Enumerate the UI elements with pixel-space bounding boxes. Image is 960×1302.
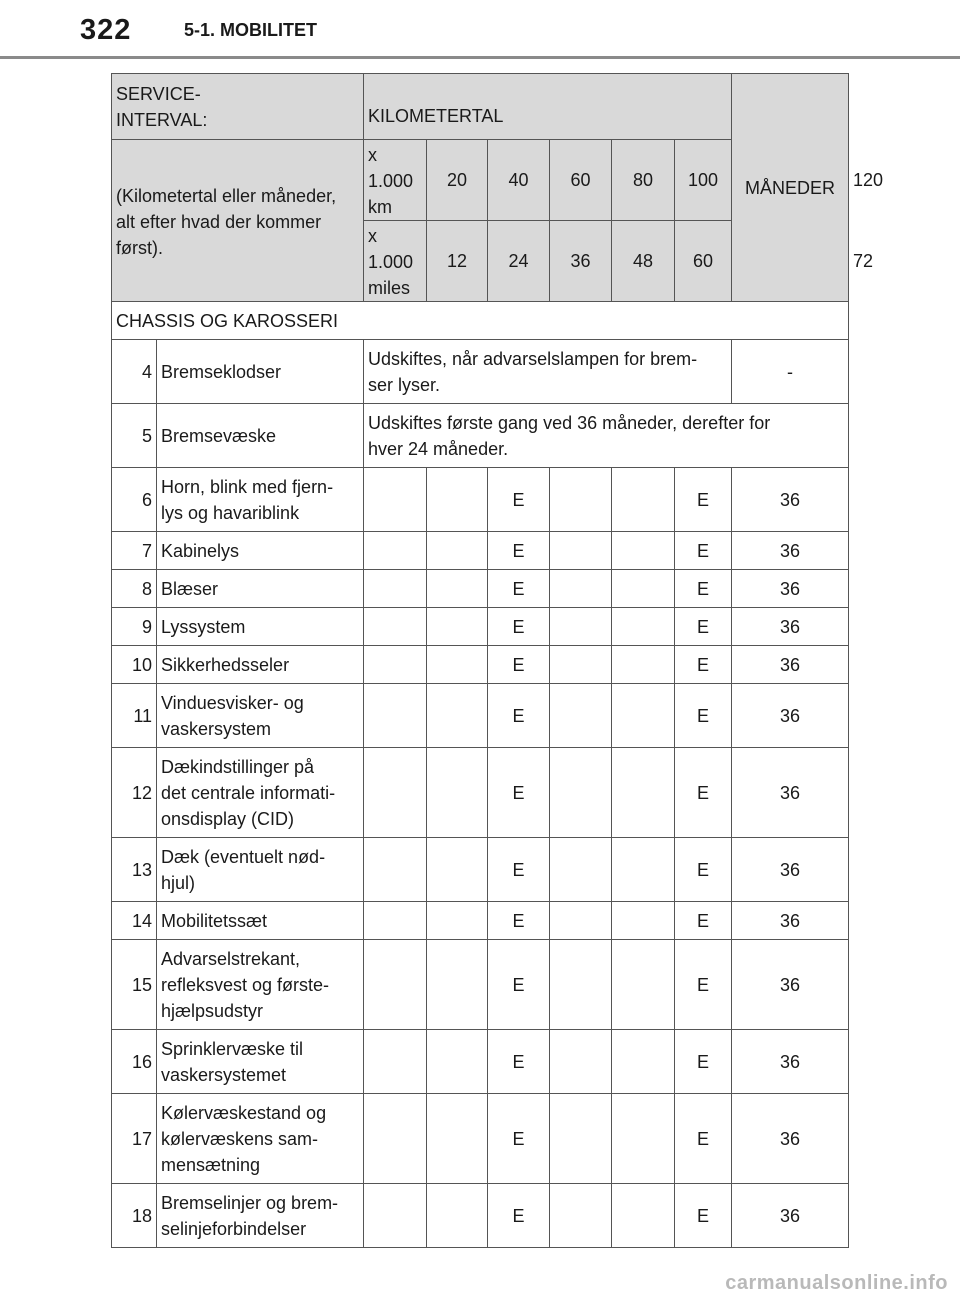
row-cell <box>427 838 488 902</box>
page-number: 322 <box>80 14 132 46</box>
row-item: Vinduesvisker- og vaskersystem <box>157 684 364 748</box>
row-months: 36 <box>732 1094 849 1184</box>
row-item: Advarselstrekant, refleksvest og første- hjælpsudstyr <box>157 940 364 1030</box>
row-months: 36 <box>732 1030 849 1094</box>
page-header <box>0 0 960 58</box>
row-cell <box>550 468 612 532</box>
row-months: - <box>732 340 849 404</box>
row-item: Bremselinjer og brem- selinjeforbindelser <box>157 1184 364 1248</box>
row-item: Lyssystem <box>157 608 364 646</box>
row-cell <box>550 748 612 838</box>
row-cell <box>427 646 488 684</box>
row-cell <box>427 940 488 1030</box>
row-cell <box>427 570 488 608</box>
km-value: 100 <box>675 140 732 221</box>
row-cell <box>364 1184 427 1248</box>
row-cell <box>612 684 675 748</box>
row-cell <box>364 838 427 902</box>
row-number: 10 <box>112 646 157 684</box>
row-cell <box>364 684 427 748</box>
miles-value: 24 <box>488 221 550 302</box>
row-cell <box>427 532 488 570</box>
row-cell: E <box>488 838 550 902</box>
row-item: Horn, blink med fjern- lys og havariblink <box>157 468 364 532</box>
row-number: 11 <box>112 684 157 748</box>
row-months: 36 <box>732 684 849 748</box>
row-cell <box>612 838 675 902</box>
row-cell <box>550 838 612 902</box>
row-number: 13 <box>112 838 157 902</box>
row-cell <box>612 1094 675 1184</box>
row-months: 36 <box>732 532 849 570</box>
table-row <box>112 838 849 902</box>
row-cell <box>364 468 427 532</box>
row-cell: E <box>488 532 550 570</box>
row-item: Blæser <box>157 570 364 608</box>
row-cell <box>612 532 675 570</box>
row-cell <box>364 940 427 1030</box>
row-months: 36 <box>732 838 849 902</box>
row-cell <box>364 748 427 838</box>
row-cell: E <box>488 1030 550 1094</box>
row-cell: E <box>675 570 732 608</box>
section-title: 5-1. MOBILITET <box>184 20 318 40</box>
table-row <box>112 748 849 838</box>
km-value: 20 <box>427 140 488 221</box>
row-cell <box>550 940 612 1030</box>
row-cell <box>612 748 675 838</box>
row-cell <box>427 1184 488 1248</box>
table-row <box>112 532 849 570</box>
header-rule <box>0 56 960 59</box>
row-cell <box>550 1094 612 1184</box>
table-row <box>112 608 849 646</box>
row-cell: E <box>675 532 732 570</box>
row-cell: E <box>488 1184 550 1248</box>
row-cell: E <box>675 468 732 532</box>
km-value: 80 <box>612 140 675 221</box>
table-row <box>112 940 849 1030</box>
row-cell <box>427 748 488 838</box>
kilometertal-label: KILOMETERTAL <box>364 74 732 140</box>
watermark: carmanualsonline.info <box>725 1272 948 1294</box>
row-cell: E <box>675 646 732 684</box>
interval-note: (Kilometertal eller måneder, alt efter hvad der kommer først). <box>112 140 364 302</box>
table-row <box>112 340 849 404</box>
table-row <box>112 570 849 608</box>
row-number: 9 <box>112 608 157 646</box>
row-cell: E <box>488 684 550 748</box>
row-cell: E <box>675 1184 732 1248</box>
row-cell <box>364 532 427 570</box>
row-months: 36 <box>732 748 849 838</box>
table-row <box>112 404 849 468</box>
row-number: 18 <box>112 1184 157 1248</box>
row-cell <box>550 570 612 608</box>
row-item: Kølervæskestand og kølervæskens sam- mensætning <box>157 1094 364 1184</box>
row-cell: E <box>488 748 550 838</box>
row-months: 36 <box>732 468 849 532</box>
row-cell <box>427 1030 488 1094</box>
table-row <box>112 1184 849 1248</box>
row-cell <box>550 532 612 570</box>
service-interval-table <box>111 73 884 1248</box>
section-row <box>112 302 849 340</box>
row-cell <box>612 1184 675 1248</box>
row-cell: E <box>488 646 550 684</box>
row-months: 36 <box>732 902 849 940</box>
row-cell: E <box>675 838 732 902</box>
miles-value: 48 <box>612 221 675 302</box>
table-row <box>112 1094 849 1184</box>
row-cell: E <box>675 902 732 940</box>
row-number: 6 <box>112 468 157 532</box>
miles-value: 60 <box>675 221 732 302</box>
table-body <box>112 74 884 1248</box>
maaneder-label: MÅNEDER <box>732 74 849 302</box>
row-item: Sprinklervæske til vaskersystemet <box>157 1030 364 1094</box>
row-item: Bremseklodser <box>157 340 364 404</box>
miles-row: x 1.000 miles 12 24 36 48 60 72 <box>112 221 849 302</box>
row-cell <box>364 646 427 684</box>
row-cell <box>550 1184 612 1248</box>
row-cell: E <box>675 684 732 748</box>
km-row: (Kilometertal eller måneder, alt efter hvad der kommer først). x 1.000 km 20 40 60 80 100 120 <box>112 140 849 221</box>
miles-value: 36 <box>550 221 612 302</box>
row-item: Sikkerhedsseler <box>157 646 364 684</box>
row-cell: E <box>675 748 732 838</box>
row-cell <box>612 608 675 646</box>
row-number: 17 <box>112 1094 157 1184</box>
row-cell: E <box>488 608 550 646</box>
row-cell: E <box>675 940 732 1030</box>
row-item: Bremsevæske <box>157 404 364 468</box>
row-item: Dækindstillinger på det centrale informati- onsdisplay (CID) <box>157 748 364 838</box>
table-row <box>112 468 849 532</box>
row-number: 14 <box>112 902 157 940</box>
km-value: 40 <box>488 140 550 221</box>
row-months: 36 <box>732 570 849 608</box>
table-row <box>112 1030 849 1094</box>
row-cell <box>612 940 675 1030</box>
row-cell <box>364 570 427 608</box>
header-row <box>112 74 849 140</box>
row-cell <box>550 684 612 748</box>
row-cell: E <box>488 468 550 532</box>
row-cell <box>364 608 427 646</box>
row-cell <box>550 608 612 646</box>
table-row <box>112 684 849 748</box>
row-number: 15 <box>112 940 157 1030</box>
row-number: 4 <box>112 340 157 404</box>
row-cell: E <box>488 1094 550 1184</box>
row-cell <box>364 1094 427 1184</box>
miles-label: x 1.000 miles <box>364 221 427 302</box>
row-item: Kabinelys <box>157 532 364 570</box>
row-description: Udskiftes første gang ved 36 måneder, derefter for hver 24 måneder. <box>364 404 849 468</box>
row-number: 8 <box>112 570 157 608</box>
row-number: 5 <box>112 404 157 468</box>
row-item: Dæk (eventuelt nød- hjul) <box>157 838 364 902</box>
row-cell <box>612 646 675 684</box>
row-cell <box>427 608 488 646</box>
row-cell <box>612 902 675 940</box>
row-number: 16 <box>112 1030 157 1094</box>
miles-value: 12 <box>427 221 488 302</box>
row-cell <box>550 1030 612 1094</box>
row-months: 36 <box>732 940 849 1030</box>
km-value: 60 <box>550 140 612 221</box>
row-cell: E <box>488 940 550 1030</box>
row-number: 12 <box>112 748 157 838</box>
row-cell <box>364 1030 427 1094</box>
table-row <box>112 646 849 684</box>
row-description: Udskiftes, når advarselslampen for brem- ser lyser. <box>364 340 732 404</box>
row-cell <box>550 646 612 684</box>
row-cell <box>427 468 488 532</box>
row-cell: E <box>488 902 550 940</box>
km-label: x 1.000 km <box>364 140 427 221</box>
row-cell: E <box>675 608 732 646</box>
row-item: Mobilitetssæt <box>157 902 364 940</box>
row-cell <box>427 902 488 940</box>
row-cell <box>550 902 612 940</box>
row-cell <box>612 1030 675 1094</box>
row-months: 36 <box>732 1184 849 1248</box>
row-cell <box>364 902 427 940</box>
row-cell <box>612 468 675 532</box>
row-cell: E <box>488 570 550 608</box>
service-interval-label: SERVICE- INTERVAL: <box>112 74 364 140</box>
chassis-section-title: CHASSIS OG KAROSSERI <box>112 302 849 340</box>
row-cell <box>427 684 488 748</box>
row-cell: E <box>675 1094 732 1184</box>
row-months: 36 <box>732 608 849 646</box>
row-cell <box>612 570 675 608</box>
row-number: 7 <box>112 532 157 570</box>
row-cell: E <box>675 1030 732 1094</box>
row-cell <box>427 1094 488 1184</box>
row-months: 36 <box>732 646 849 684</box>
table-row <box>112 902 849 940</box>
